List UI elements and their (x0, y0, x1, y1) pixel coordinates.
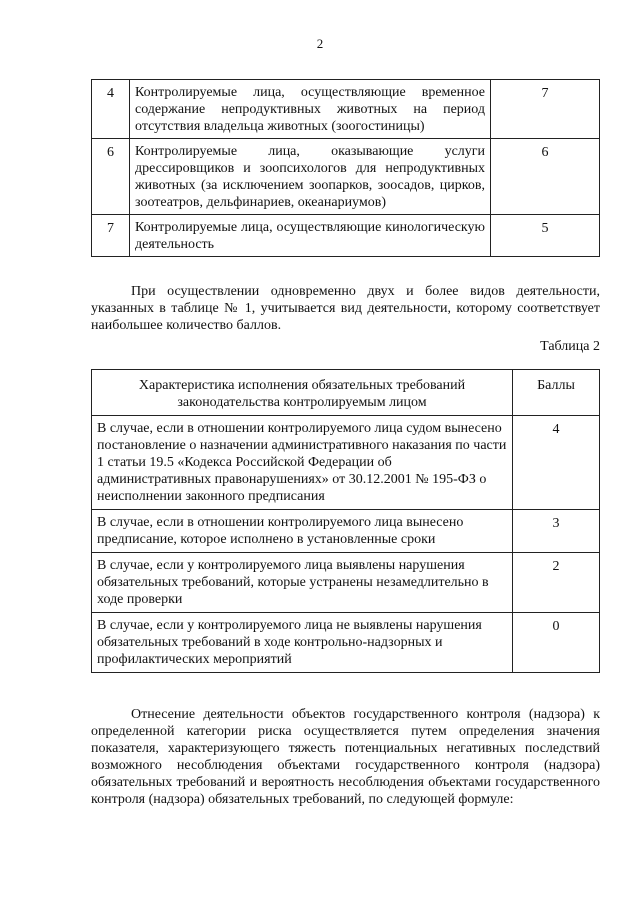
table-row (92, 215, 600, 257)
case-description: В случае, если у контролируемого лица не выявлены нарушения обязательных требований в ходе контрольно-надзорных и профилактических мероприятий (92, 613, 513, 673)
case-description: В случае, если в отношении контролируемого лица судом вынесено постановление о назначении административного наказания по части 1 статьи 19.5 «Кодекса Российской Федерации об административных правонарушениях» от 30.12.2001 № 195-ФЗ о неисполнении законного предписания (92, 416, 513, 510)
paragraph-risk-category (91, 706, 600, 808)
score-value: 6 (491, 139, 600, 215)
table-row (92, 613, 600, 673)
row-number: 7 (92, 215, 130, 257)
activity-description: Контролируемые лица, осуществляющие кинологическую деятельность (130, 215, 491, 257)
table2-title: Таблица 2 (540, 339, 600, 354)
activity-description: Контролируемые лица, оказывающие услуги дрессировщиков и зоопсихологов для непродуктивных животных (за исключением зоопарков, зоосадов, цирков, зоотеатров, дельфинариев, океанариумов) (130, 139, 491, 215)
table-row (92, 80, 600, 139)
activity-score-table (91, 79, 600, 257)
page-number: 2 (316, 36, 324, 51)
row-number: 4 (92, 80, 130, 139)
table-header-row (92, 370, 600, 416)
table-row (92, 139, 600, 215)
table-row (92, 510, 600, 553)
compliance-score-table (91, 369, 600, 673)
paragraph-multiple-activities (91, 283, 600, 334)
paragraph-text: При осуществлении одновременно двух и более видов деятельности, указанных в таблице № 1, учитывается вид деятельности, которому соответствует наибольшее количество баллов. (91, 284, 600, 333)
table-row (92, 553, 600, 613)
activity-description: Контролируемые лица, осуществляющие временное содержание непродуктивных животных на период отсутствия владельца животных (зоогостиницы) (130, 80, 491, 139)
table-row (92, 416, 600, 510)
paragraph-text: Отнесение деятельности объектов государственного контроля (надзора) к определенной категории риска осуществляется путем определения значения показателя, характеризующего тяжесть потенциальных негативных последствий возможного несоблюдения объектами государственного контроля (надзора) обязательных требований и вероятность несоблюдения объектами государственного контроля (надзора) обязательных требований, по следующей формуле: (91, 707, 600, 807)
column-header-score: Баллы (513, 370, 600, 416)
case-description: В случае, если в отношении контролируемого лица вынесено предписание, которое исполнено в установленные сроки (92, 510, 513, 553)
score-value: 2 (513, 553, 600, 613)
column-header-characteristic: Характеристика исполнения обязательных требований законодательства контролируемым лицом (92, 370, 513, 416)
score-value: 3 (513, 510, 600, 553)
case-description: В случае, если у контролируемого лица выявлены нарушения обязательных требований, которые устранены незамедлительно в ходе проверки (92, 553, 513, 613)
score-value: 5 (491, 215, 600, 257)
row-number: 6 (92, 139, 130, 215)
score-value: 7 (491, 80, 600, 139)
score-value: 0 (513, 613, 600, 673)
score-value: 4 (513, 416, 600, 510)
